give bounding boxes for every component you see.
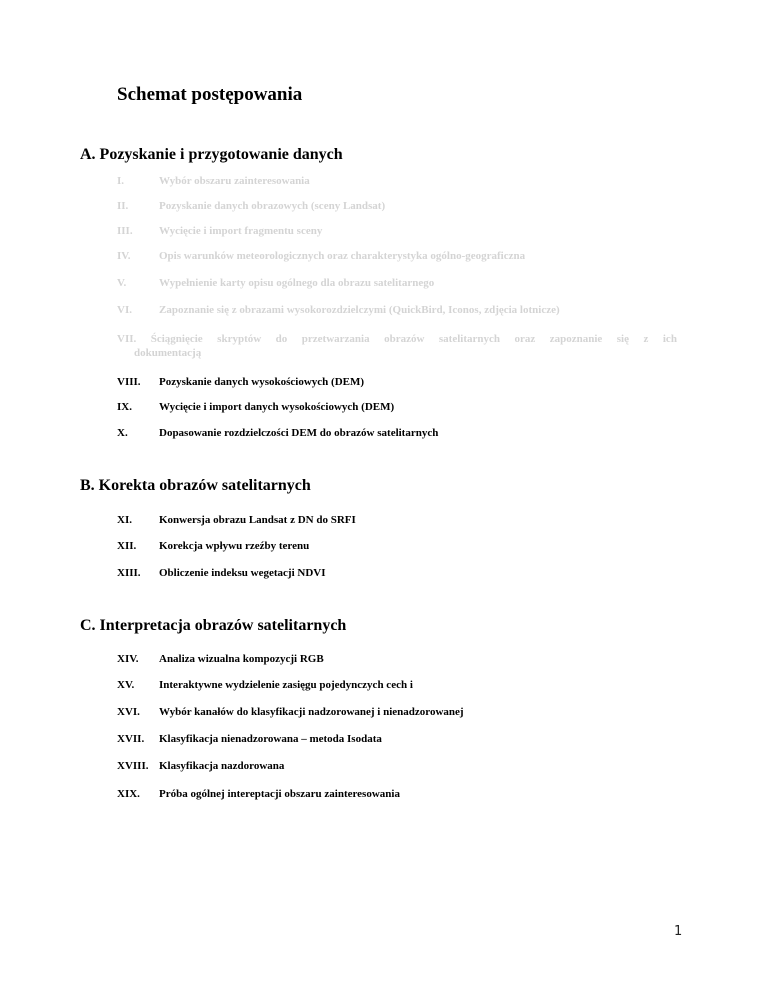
- item-text: Zapoznanie się z obrazami wysokorozdzielczymi (QuickBird, Iconos, zdjęcia lotnicze): [159, 304, 560, 316]
- item-number: IX.: [117, 401, 132, 413]
- item-text: Opis warunków meteorologicznych oraz charakterystyka ogólno-geograficzna: [159, 250, 526, 262]
- item-text: Interaktywne wydzielenie zasięgu pojedynczych cech i: [159, 679, 413, 691]
- item-text: Wybór kanałów do klasyfikacji nadzorowanej i nienadzorowanej: [159, 706, 464, 718]
- item-text: Konwersja obrazu Landsat z DN do SRFI: [159, 514, 356, 526]
- section-a-heading: A. Pozyskanie i przygotowanie danych: [80, 146, 343, 163]
- item-word: satelitarnych: [438, 333, 500, 345]
- item-word: skryptów: [217, 333, 262, 345]
- item-number: XII.: [117, 540, 137, 552]
- item-text: Pozyskanie danych wysokościowych (DEM): [159, 376, 365, 388]
- item-text: Pozyskanie danych obrazowych (sceny Landsat): [159, 200, 386, 212]
- item-word: oraz: [514, 333, 536, 345]
- section-c-heading: C. Interpretacja obrazów satelitarnych: [80, 617, 347, 634]
- item-word: Ściągnięcie: [150, 333, 203, 345]
- item-number: I.: [117, 175, 125, 187]
- item-number: V.: [117, 277, 127, 289]
- item-number: X.: [117, 427, 128, 439]
- section-b-heading: B. Korekta obrazów satelitarnych: [80, 477, 311, 494]
- item-line-1: [117, 332, 677, 346]
- item-word: ich: [662, 333, 677, 345]
- item-text: Próba ogólnej intereptacji obszaru zainteresowania: [159, 788, 400, 800]
- item-number: IV.: [117, 250, 131, 262]
- item-text: Dopasowanie rozdzielczości DEM do obrazów satelitarnych: [159, 427, 439, 439]
- item-number: VI.: [117, 304, 132, 316]
- item-word: zapoznanie: [549, 333, 603, 345]
- item-word: obrazów: [384, 333, 425, 345]
- page-number: 1: [674, 924, 683, 939]
- item-text: Korekcja wpływu rzeźby terenu: [159, 540, 310, 552]
- item-number: XVI.: [117, 706, 140, 718]
- item-number: XV.: [117, 679, 135, 691]
- item-text: Wypełnienie karty opisu ogólnego dla obrazu satelitarnego: [159, 277, 435, 289]
- item-word: przetwarzania: [301, 333, 370, 345]
- item-number: XIX.: [117, 788, 140, 800]
- item-number: III.: [117, 225, 133, 237]
- list-item-vii: [117, 332, 677, 360]
- item-word: do: [275, 333, 288, 345]
- item-number: XVIII.: [117, 760, 149, 772]
- item-number: XIV.: [117, 653, 139, 665]
- item-number: XI.: [117, 514, 132, 526]
- item-text: Wycięcie i import fragmentu sceny: [159, 225, 323, 237]
- item-word: się: [616, 333, 630, 345]
- item-number: VIII.: [117, 376, 141, 388]
- item-number: II.: [117, 200, 129, 212]
- item-text: Analiza wizualna kompozycji RGB: [159, 653, 324, 665]
- item-text: Wycięcie i import danych wysokościowych (DEM): [159, 401, 395, 413]
- item-text: Klasyfikacja nienadzorowana – metoda Isodata: [159, 733, 382, 745]
- document-title: Schemat postępowania: [117, 84, 303, 105]
- item-number: VII.: [117, 333, 137, 345]
- item-word: z: [643, 333, 649, 345]
- item-text: Wybór obszaru zainteresowania: [159, 175, 310, 187]
- item-number: XVII.: [117, 733, 145, 745]
- item-line-2: dokumentacją: [134, 347, 202, 359]
- item-text: Klasyfikacja nazdorowana: [159, 760, 285, 772]
- item-number: XIII.: [117, 567, 141, 579]
- item-text: Obliczenie indeksu wegetacji NDVI: [159, 567, 326, 579]
